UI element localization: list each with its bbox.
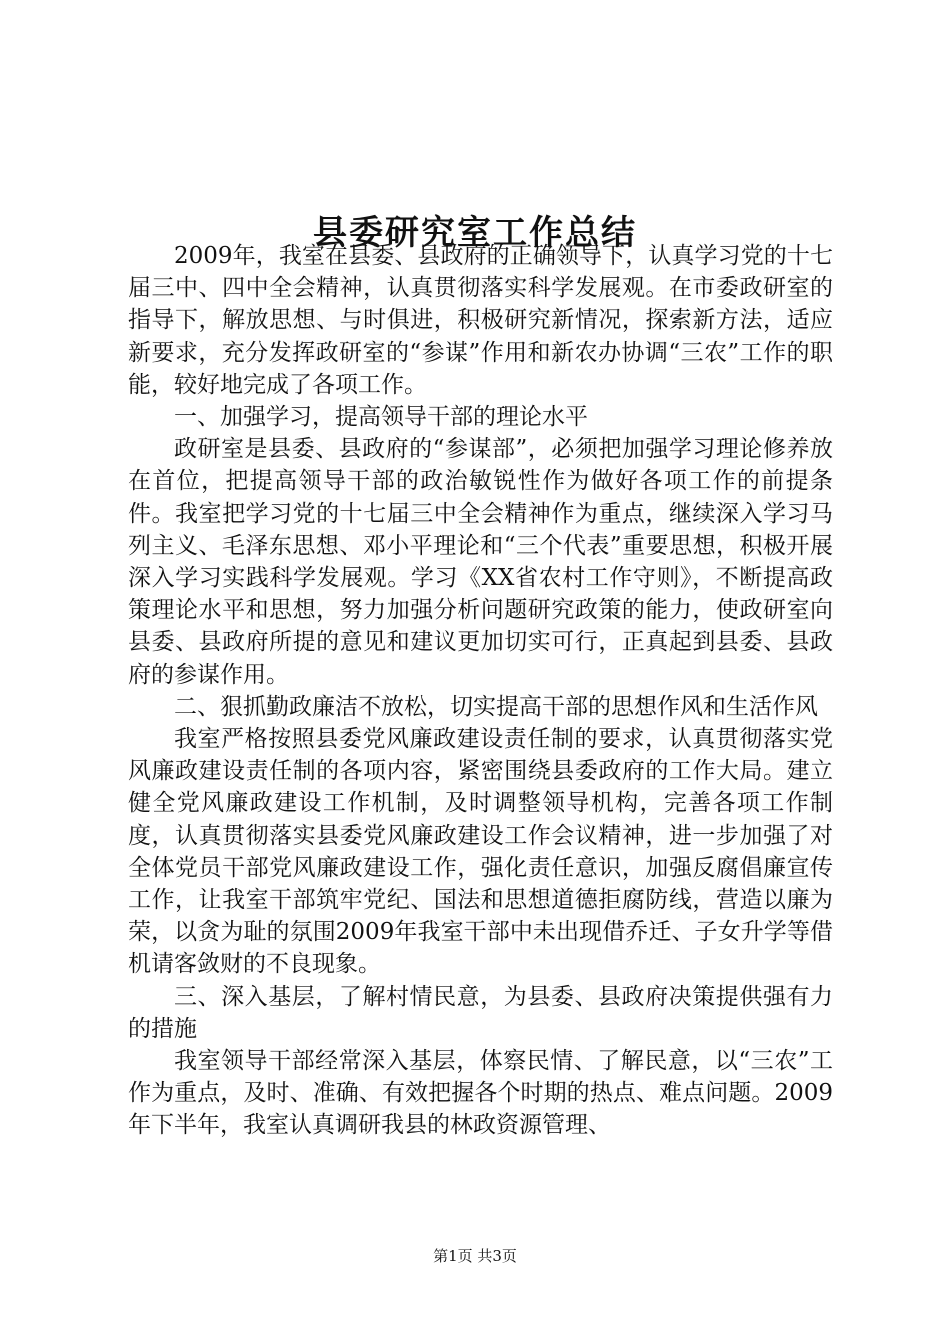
section-heading-3: 三、深入基层，了解村情民意，为县委、县政府决策提供强有力的措施	[128, 983, 833, 1042]
document-body	[128, 240, 833, 1142]
page-number-footer: 第1页 共3页	[433, 1247, 517, 1265]
section-paragraph-3: 我室领导干部经常深入基层，体察民情、了解民意，以“三农”工作为重点，及时、准确、有效把握各个时期的热点、难点问题。2009年下半年，我室认真调研我县的林政资源管理、	[128, 1048, 833, 1139]
section-heading-1: 一、加强学习，提高领导干部的理论水平	[174, 404, 588, 431]
section-paragraph-1: 政研室是县委、县政府的“参谋部”，必须把加强学习理论修养放在首位，把提高领导干部的政治敏锐性作为做好各项工作的前提条件。我室把学习党的十七届三中全会精神作为重点，继续深入学习马列主义、毛泽东思想、邓小平理论和“三个代表”重要思想，积极开展深入学习实践科学发展观。学习《XX省农村工作守则》，不断提高政策理论水平和思想，努力加强分析问题研究政策的能力，使政研室向县委、县政府所提的意见和建议更加切实可行，正真起到县委、县政府的参谋作用。	[128, 436, 833, 688]
document-title: 县委研究室工作总结	[313, 212, 637, 253]
intro-paragraph: 2009年，我室在县委、县政府的正确领导下，认真学习党的十七届三中、四中全会精神，认真贯彻落实科学发展观。在市委政研室的指导下，解放思想、与时俱进，积极研究新情况，探索新方法，适应新要求，充分发挥政研室的“参谋”作用和新农办协调“三农”工作的职能，较好地完成了各项工作。	[128, 243, 833, 398]
section-heading-2: 二、狠抓勤政廉洁不放松，切实提高干部的思想作风和生活作风	[174, 693, 818, 720]
section-paragraph-2: 我室严格按照县委党风廉政建设责任制的要求，认真贯彻落实党风廉政建设责任制的各项内容，紧密围绕县委政府的工作大局。建立健全党风廉政建设工作机制，及时调整领导机构，完善各项工作制度，认真贯彻落实县委党风廉政建设工作会议精神，进一步加强了对全体党员干部党风廉政建设工作，强化责任意识，加强反腐倡廉宣传工作，让我室干部筑牢党纪、国法和思想道德拒腐防线，营造以廉为荣，以贪为耻的氛围2009年我室干部中未出现借乔迁、子女升学等借机请客敛财的不良现象。	[128, 726, 833, 978]
